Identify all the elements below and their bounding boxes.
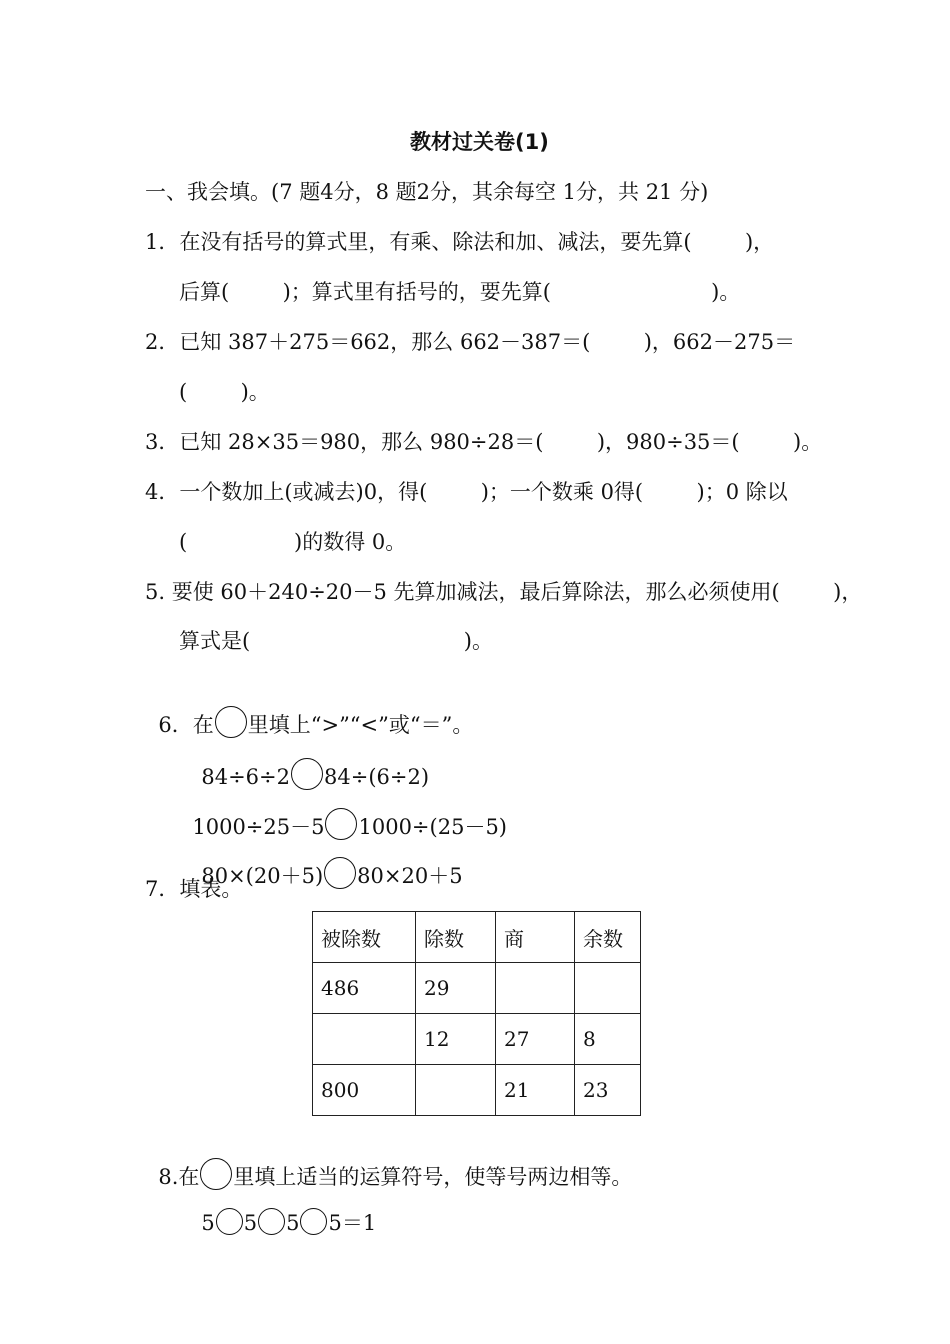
table-row: [313, 963, 641, 1014]
table-header: 被除数: [313, 912, 416, 963]
question-6-prefix: 6．在: [158, 713, 214, 737]
question-6-suffix: 里填上“>”“<”或“＝”。: [247, 713, 474, 737]
answer-circle[interactable]: [324, 857, 356, 889]
page-title: 教材过关卷(1): [410, 130, 549, 154]
question-4-line-1: 4．一个数加上(或减去)0，得( )；一个数乘 0得( )；0 除以: [145, 480, 788, 504]
operator-equation: [188, 1182, 376, 1236]
equation-number: 5: [286, 1211, 300, 1235]
question-5-line-1: 5. 要使 60＋240÷20－5 先算加减法，最后算除法，那么必须使用( )，: [145, 580, 863, 604]
table-cell: 800: [313, 1065, 416, 1116]
question-2-line-1: 2．已知 387＋275＝662，那么 662－387＝( )，662－275＝: [145, 330, 796, 354]
table-cell: 23: [575, 1065, 641, 1116]
table-row: [313, 1014, 641, 1065]
table-cell[interactable]: [313, 1014, 416, 1065]
question-6-instruction: [145, 680, 473, 738]
table-cell: 12: [416, 1014, 496, 1065]
comparison-left: 1000÷25－5: [192, 815, 325, 839]
comparison-left: 84÷6÷2: [201, 765, 290, 789]
question-1-line-1: 1．在没有括号的算式里，有乘、除法和加、减法，要先算( )，: [145, 230, 775, 254]
operator-circle[interactable]: [300, 1208, 327, 1235]
section-heading: 一、我会填。(7 题4分，8 题2分，其余每空 1分，共 21 分): [145, 180, 709, 204]
table-header: 商: [496, 912, 575, 963]
equation-result: ＝1: [341, 1211, 377, 1235]
operator-circle[interactable]: [216, 1208, 243, 1235]
comparison-left: 80×(20＋5): [201, 864, 324, 888]
question-3-line-1: 3．已知 28×35＝980，那么 980÷28＝( )，980÷35＝( )。: [145, 430, 823, 454]
question-8-suffix: 里填上适当的运算符号，使等号两边相等。: [233, 1165, 633, 1189]
table-cell: 27: [496, 1014, 575, 1065]
comparison-right: 1000÷(25－5): [358, 815, 507, 839]
table-cell: 21: [496, 1065, 575, 1116]
table-row: [313, 1065, 641, 1116]
table-header: 余数: [575, 912, 641, 963]
table-header: 除数: [416, 912, 496, 963]
question-4-line-2: ( )的数得 0。: [179, 530, 407, 554]
table-cell: 29: [416, 963, 496, 1014]
table-header-row: [313, 912, 641, 963]
question-2-line-2: ( )。: [179, 380, 270, 404]
question-5-line-2: 算式是( )。: [179, 629, 493, 653]
question-7-label: 7．填表。: [145, 877, 243, 901]
table-cell: 8: [575, 1014, 641, 1065]
operator-circle[interactable]: [258, 1208, 285, 1235]
question-1-line-2: 后算( )；算式里有括号的，要先算( )。: [179, 280, 741, 304]
equation-number: 5: [328, 1211, 342, 1235]
table-cell[interactable]: [575, 963, 641, 1014]
comparison-right: 84÷(6÷2): [324, 765, 430, 789]
table-cell: 486: [313, 963, 416, 1014]
question-8-prefix: 8.在: [158, 1165, 200, 1189]
comparison-right: 80×20＋5: [357, 864, 463, 888]
equation-number: 5: [243, 1211, 258, 1235]
equation-number: 5: [201, 1211, 215, 1235]
table-cell[interactable]: [416, 1065, 496, 1116]
division-table: [312, 911, 641, 1116]
table-cell[interactable]: [496, 963, 575, 1014]
